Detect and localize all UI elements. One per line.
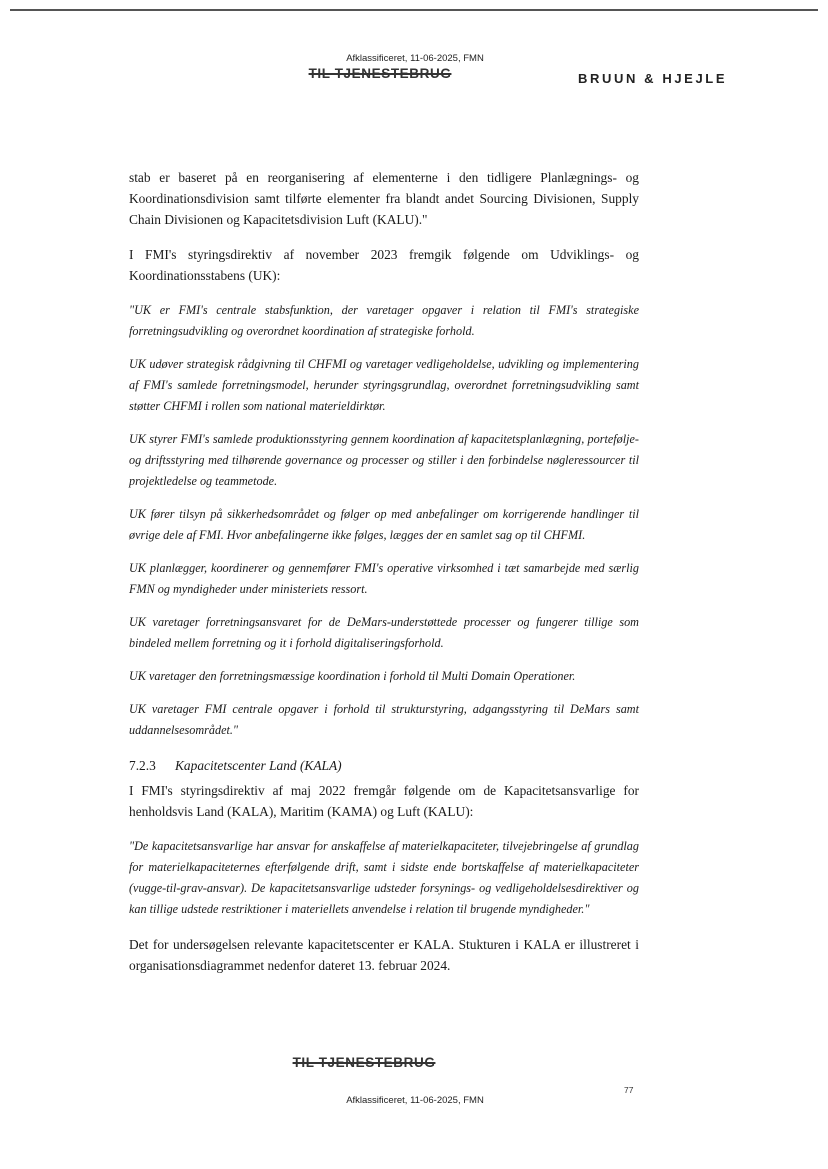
declassified-stamp-bottom: Afklassificeret, 11-06-2025, FMN xyxy=(346,1095,484,1106)
scan-top-rule xyxy=(10,9,818,11)
quote-paragraph: UK varetager den forretningsmæssige koordination i forhold til Multi Domain Operationer. xyxy=(129,669,576,683)
quote-paragraph: UK varetager forretningsansvaret for de DeMars-understøttede processer og fungerer tillige som bindeled mellem forretning og it i forhold digitaliseringsforhold. xyxy=(129,615,639,650)
page-number: 77 xyxy=(624,1085,634,1095)
paragraph-uk-intro: I FMI's styringsdirektiv af november 2023 fremgik følgende om Udviklings- og Koordinationsstabens (UK): xyxy=(129,247,639,283)
quote-paragraph: UK udøver strategisk rådgivning til CHFMI og varetager vedligeholdelse, udvikling og implementering af FMI's samlede forretningsmodel, herunder styringsgrundlag, overordnet forretningsudvikling samt støtter CHFMI i rollen som national materieldirktør. xyxy=(129,357,639,413)
paragraph-kala-intro: I FMI's styringsdirektiv af maj 2022 fremgår følgende om de Kapacitetsansvarlige for henholdsvis Land (KALA), Maritim (KAMA) og Luft (KALU): xyxy=(129,783,639,819)
quote-paragraph: "UK er FMI's centrale stabsfunktion, der varetager opgaver i relation til FMI's strategiske forretningsudvikling og overordnet koordination af strategiske forhold. xyxy=(129,303,639,338)
paragraph-continuation: stab er baseret på en reorganisering af elementerne i den tidligere Planlægnings- og Koordinationsdivision samt tilførte elementer fra blandt andet Sourcing Divisionen, Supply Chain Divisionen og Kapacitetsdivision Luft (KALU)." xyxy=(129,170,639,227)
section-title: Kapacitetscenter Land (KALA) xyxy=(175,758,342,773)
declassified-stamp-top: Afklassificeret, 11-06-2025, FMN xyxy=(346,53,484,64)
quote-paragraph: "De kapacitetsansvarlige har ansvar for anskaffelse af materielkapaciteter, tilvejebringelse af grundlag for materielkapaciteternes efterfølgende drift, samt i sidste ende bortskaffelse af materielkapaciteter (vugge-til-grav-ansvar). De kapacitetsansvarlige udsteder forsynings- og vedligeholdelsesdirektiver og kan tillige udstede restriktioner i materiellets anvendelse i relation til brugende myndigheder." xyxy=(129,839,639,916)
document-body xyxy=(129,167,639,976)
classification-marking-bottom: TIL TJENESTEBRUG xyxy=(292,1055,436,1070)
quote-paragraph: UK varetager FMI centrale opgaver i forhold til strukturstyring, adgangsstyring til DeMars samt uddannelsesområdet." xyxy=(129,702,639,737)
firm-logo: BRUUN & HJEJLE xyxy=(578,71,728,86)
quote-paragraph: UK styrer FMI's samlede produktionsstyring gennem koordination af kapacitetsplanlægning, portefølje- og driftsstyring med tilhørende governance og processer og stiller i den forbindelse nøgleressourcer til projektledelse og teammetode. xyxy=(129,432,639,488)
classification-marking-top: TIL TJENESTEBRUG xyxy=(308,66,452,81)
paragraph-kala-structure: Det for undersøgelsen relevante kapacitetscenter er KALA. Stukturen i KALA er illustreret i organisationsdiagrammet nedenfor dateret 13. februar 2024. xyxy=(129,937,639,973)
section-heading xyxy=(129,755,639,776)
quote-paragraph: UK fører tilsyn på sikkerhedsområdet og følger op med anbefalinger om korrigerende handlinger til øvrige dele af FMI. Hvor anbefalingerne ikke følges, lægges der en samlet sag op til CHFMI. xyxy=(129,507,639,542)
section-number: 7.2.3 xyxy=(129,758,156,773)
quote-paragraph: UK planlægger, koordinerer og gennemfører FMI's operative virksomhed i tæt samarbejde med særlig FMN og myndigheder under ministeriets ressort. xyxy=(129,561,639,596)
